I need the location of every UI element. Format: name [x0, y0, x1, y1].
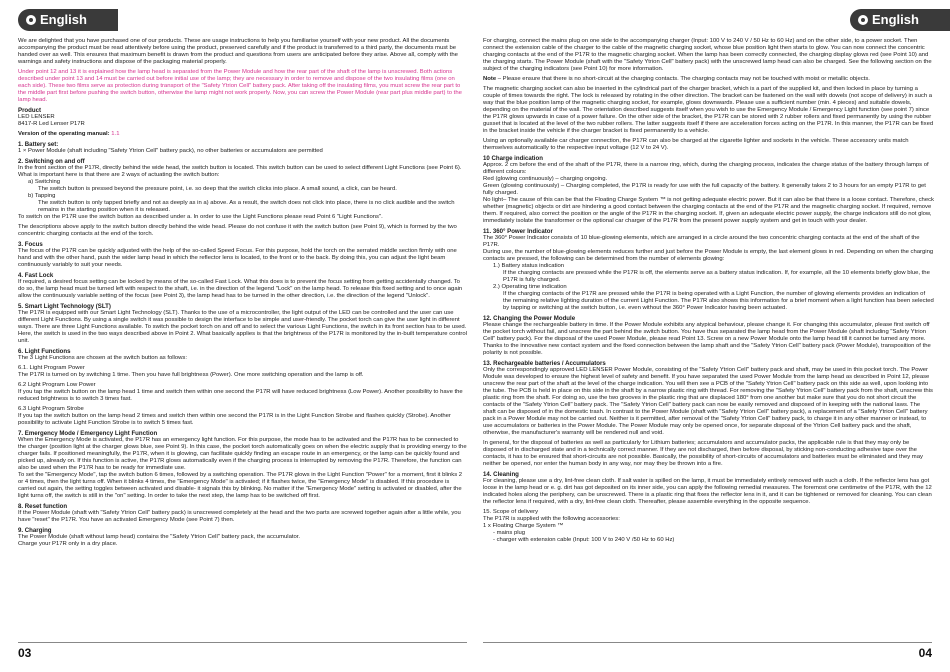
section-text: The P17R is equipped with our Smart Light Technology (SLT). Thanks to the use of a microcontroller, the light output of the LED can be controlled and the user can use different Light Functions. By using a single switch it was possible to design the interface to be simple and user-friendly. The pocket torch can give the user light in different ways. There are three Light Functions available. To switch the pocket torch on and off and to select the various Light Functions, the switch in its front section has to be used. Here, the switch is used in the two ways described above in Point 2. What basically applies is that the brightness of the P17R is monitored by the in-built temperature control unit. — [18, 310, 467, 344]
section-text: Red (glowing continuously) – charging ongoing. — [483, 176, 608, 182]
section-text: Charge your P17R only in a dry place. — [18, 541, 118, 547]
section-text: In general, for the disposal of batteries as well as particularly for Lithium batteries; accumulators and accumulator packs, the applicable rule is that they may only be disposed of in discharged state and in a technically correct manner. If they are not discharged, then before disposal, by sticking non-conducting adhesive tape over the contacts, it has to be ensured that short-circuits are not possible. Basically, the possibility of short-circuits of accumulators and batteries must be eliminated and they may neither be opened, nor enter the human body in any way, nor may they be thrown into a fire. — [483, 440, 923, 467]
section-text: The descriptions above apply to the switch button directly behind the wide head. Please do not confuse it with the switch button (see Point 9), which is formed by the two concentric charging contacts at the end of the torch. — [18, 224, 457, 237]
footer-divider — [483, 642, 932, 643]
section-text: The Power Module (shaft without lamp head) contains the "Safety Ytrion Cell" battery pack, the accumulator. — [18, 534, 301, 540]
product-model: 8417-R Led Lenser P17R — [18, 121, 85, 127]
section-text: To switch on the P17R use the switch button as described under a. In order to use the Light Functions please read Point 6 "Light Functions". — [18, 214, 383, 220]
product-heading: Product — [18, 107, 42, 114]
section-text: Only the correspondingly approved LED LENSER Power Module, consisting of the "Safety Ytrion Cell" battery pack and shaft, may be used in this pocket torch. The Power Module was developed to ensure the highest level of safety and benefit. If you have separated the used Power Module from the lamp head as described in Point 12, please unscrew the rear part of the shaft at the level of the charge indication. You will then see a PCB of the "Safety Ytrion Cell" battery pack on this side as well, upon looking into the tube. The PCB is held in place on this side in the shaft by a narrow plastic ring with thread. For removing the "Safety Ytrion Cell" battery pack from the shaft, unscrew this plastic ring from the shaft. For doing so, use the two grooves in the plastic ring that are displaced 180° from one another but make sure that you do not short circuit the contacts of the "Safety Ytrion Cell" battery pack. The "Safety Ytrion Cell" battery pack can now be easily removed and disposed of in keeping with the national laws. The shaft can be disposed of in the domestic trash. In contrast to the Power Module (shaft with "Safety Ytrion Cell" battery pack), a replacement of a "Safety Ytrion Cell" battery pack in a Power Module may not be carried out. Neither is it permitted, after removal of the "Safety Ytrion Cell" battery pack, to charge it in any other manner or instead, to use accumulators or batteries in the Power Module. The Power Module may only be opened once, for separate disposal of the Ytrion Cell battery pack and the shaft, otherwise, the manufacturer's warranty will be rendered null and void. — [483, 367, 933, 436]
product-brand: LED LENSER — [18, 114, 55, 120]
section-text: Green (glowing continuously) – Charging completed, the P17R is ready for use with the full capacity of the battery. It generally takes 2 to 3 hours for an empty P17R to get fully charged. — [483, 183, 926, 196]
language-bullet-icon — [26, 15, 36, 25]
section-text: If required, a desired focus setting can be locked by means of the so-called Fast Lock. What this does is to prevent the focus setting from getting accidentally changed. To do so, the lamp head must be turned left with respect to the shaft, i.e. in the direction of the legend "Lock" on the lamp head. To release this fixed setting and to once again allow the continuously variable setting of the focus (see Point 3), the lamp head has to be turned in the other direction, i.e. the direction of the legend "Unlock". — [18, 279, 463, 299]
subsection-heading: 6.1. Light Program Power — [18, 365, 85, 371]
subsection-heading: 6.2 Light Program Low Power — [18, 382, 96, 388]
section-text: The magnetic charging socket can also be inserted in the cylindrical part of the charger bracket, which is a part of the supplied kit, and then locked in place by turning a couple of times towards the right. The lock is released by rotating in the other direction. The bracket can be fastened on the wall with dowels (not scope of delivery) in such a way that the blue position lamp of the magnetic charging socket, for example, glows downwards. Please use a sufficient number (min. 4 pieces) and suitable dowels, depending on the material of the wall. The orientation described suggests itself when you wish to use the Emergency Module / Emergency Light function (see point 7) since the P17R glows upwards in case of a power failure. On the other side of the bracket, the P17R can be stored with 2 rubber rollers and fixed permanently by using the rubber gusset that is located at the level of the two rubber rollers. The latter suggests itself if there are acceleration forces acting on the P17R. In this manner, the P17R can be fixed in the bracket inside the vehicle if the charger bracket is fixed permanently to a vehicle. — [483, 86, 934, 134]
warning-text: Under point 12 and 13 it is explained how the lamp head is separated from the Power Module and how the rear part of the shaft of the lamp is unscrewed. Both actions described under point 13 and 14 must be carried out before initial use of the lamp; they are necessary in order to remove and dispose of the two insulating films (one on each side). These two films serve as protection during transport of the "Safety Ytrion Cell" battery pack. After taking off the insulating films, you must screw the rear part to the middle part first before pushing the switch button, otherwise the lamp might not work properly. Now, you can screw the Power Module (rear part plus middle part) to the lamp head. — [18, 69, 462, 103]
section-heading: 12. Changing the Power Module — [483, 315, 576, 322]
list-item-text: If the charging contacts of the P17R are pressed while the P17R is being operated with a Light Function, the number of glowing elements provides an indication of the remaining relative lighting duration of the current Light Function. The P17R also shows this information for a brief moment when a light function has been selected by tapping or switching at the switch button, i.e. even without the 360° Power Indicator having been actuated. — [503, 291, 934, 311]
list-item: - mains plug — [493, 530, 526, 536]
section-text: What is important here is that there are 2 ways of actuating the switch button: — [18, 172, 220, 178]
section-heading: 6. Light Functions — [18, 348, 71, 355]
section-heading: 13. Rechargeable batteries / Accumulators — [483, 360, 606, 367]
section-heading: 14. Cleaning — [483, 471, 519, 478]
section-text: The 3 Light Functions are chosen at the switch button as follows: — [18, 355, 187, 361]
list-item-text: If the charging contacts are pressed while the P17R is off, the elements serve as a battery status indication. If, for example, all the 10 elements briefly glow blue, the P17R is fully charged. — [503, 270, 930, 283]
list-item: a) Switching — [28, 179, 61, 185]
footer-divider — [18, 642, 467, 643]
section-text: When the Emergency Mode is activated, the P17R has an emergency light function. For this purpose, the mode has to be activated and the P17R has to be connected to the charger (position light at the charger glows blue, see Point 9). In this case, the pocket torch automatically goes on when the electric supply that is providing energy to the charger fails. If positioned meaningfully, the P17R, when it is glowing, can facilitate quickly finding an escape route in an emergency, or the lamp can be quickly found and picked up, already on. If this function is active, the P17R glows automatically even if the charging process is interrupted by removing the P17R. Therefore, the function can also be used when the P17R has to be ready for immediate use. — [18, 437, 467, 471]
section-text: Using an optionally available car charger connection, the P17R can also be charged at the cigarette lighter and sockets in the vehicle. These accessory units match themselves automatically to the respective input voltage (12 V to 24 V). — [483, 138, 909, 151]
section-text: The 360° Power Indicator consists of 10 blue-glowing elements, which are arranged in a circle around the two concentric charging contacts at the end of the shaft of the P17R. — [483, 235, 920, 248]
section-text: In the front section of the P17R, directly behind the wide head, the switch button is located. This switch button can be used to select different Light Functions (see Point 6). — [18, 165, 462, 171]
section-text: If the Power Module (shaft with "Safety Ytrion Cell" battery pack) is unscrewed completely at the head and the two parts are screwed together again after a little while, you have "reset" the P17R. You have an activated Emergency Mode (see Point 7) then. — [18, 510, 461, 523]
section-text: Please change the rechargeable battery in time. If the Power Module exhibits any atypical behaviour, please change it. For changing this accumulator, please first switch off the pocket torch without fail, and unscrew the part behind the switch button. You have thus separated the lamp head from the Power Module (shaft including "Safety Ytrion Cell" battery pack). For the disposal of the used Power Module, please read Point 13. Screw on a new Power Module onto the lamp head till it cannot be turned any more. Thanks to the innovative new contact system and the fixed connection between the lamp shaft and the "Safety Ytrion Cell" battery pack (Power Module), transposition of the polarity is not possible. — [483, 322, 931, 356]
right-page-body — [483, 38, 934, 544]
list-item: 2.) Operating time indication — [493, 284, 567, 290]
section-heading: 1. Battery set: — [18, 141, 59, 148]
note-text: Note – Please ensure that there is no short-circuit at the charging contacts. The charging contacts may not be touched with moist or metallic objects. — [483, 76, 870, 82]
section-heading: 5. Smart Light Technology (SLT) — [18, 303, 111, 310]
list-item: 1.) Battery status indication — [493, 263, 565, 269]
intro-text: We are delighted that you have purchased one of our products. These are usage instructions to help you familiarise yourself with your new product. All the documents accompanying the product must be read attentively before using the product, preserved carefully and if the product is transferred to a third party, the documents must be handed over as well. This ensures that maximum benefit is drawn from the product and questions from users are anticipated before they arise. Above all, comply with the warnings and safety instructions and dispose of the packaging material properly. — [18, 38, 458, 65]
section-heading: 10 Charge indication — [483, 155, 543, 162]
section-text: No light– The cause of this can be that the Floating Charge System ™ is not getting adequate electric power. But it can also be that there is a loose contact. Therefore, check whether (magnetic) objects or dirt are hindering a good contact between the charging contacts at the end of the P17R and the magnetic charging socket. If required, remove them. If required, also correct the position or the angle of the P17R in the charging socket. If, given an adequate electric power supply, the charge indicators still do not glow, immediately isolate the transformer or the optional car charger of the P17R from the present power supply system and get in touch with your dealer. — [483, 197, 935, 224]
section-text: The focus of the P17R can be quickly adjusted with the help of the so-called Speed Focus. For this purpose, hold the torch on the serrated middle section firmly with one hand and with the other hand, push the wider lamp head in which the reflector lens is located, to the front or to the back. By doing this, you can adjust the light beam continuously variably to suit your needs. — [18, 248, 457, 268]
section-heading: 9. Charging — [18, 527, 52, 534]
section-heading: 4. Fast Lock — [18, 272, 54, 279]
section-text: If you tap the switch button on the lamp head 1 time and switch then within one second the P17R will have reduced brightness (Low Power). Another possibility to have the reduced brightness is to switch 3 times fast. — [18, 389, 463, 402]
list-item-text: The switch button is only tapped briefly and not as deeply as in a) above. As a result, the switch does not click into place, there is no click audible and the switch remains in the starting position when it is released. — [38, 200, 455, 213]
list-item: 1 x Floating Charge System ™ — [483, 523, 564, 529]
left-page-body — [18, 38, 467, 548]
section-heading: 15. Scope of delivery — [483, 509, 539, 515]
section-heading: 8. Reset function — [18, 503, 68, 510]
section-text: 1 × Power Module (shaft including "Safety Ytrion Cell" battery pack), no other batteries or accumulators are permitted — [18, 148, 323, 154]
section-text: For charging, connect the mains plug on one side to the accompanying charger (Input: 100 V to 240 V / 50 Hz to 60 Hz) and on the other side, to a power socket. Then connect the extension cable of the charger to the cable of the magnetic charging socket, whose blue position light then starts to glow. You can now connect the concentric charging contacts at the end of the P17R to the magnetic charging socket. When the lamp has been correctly connected, the charging display glows red (see Point 10) and the charging starts. The Power Module (shaft with the "Safety Ytrion Cell" battery pack) with the unscrewed lamp head can also be charged. See the following section on the subject of the charging indicators (see Point 10) for more information. — [483, 38, 932, 72]
list-item-text: The switch button is pressed beyond the pressure point, i.e. so deep that the switch clicks into place. A small sound, a click, can be heard. — [38, 186, 397, 192]
language-bullet-icon — [858, 15, 868, 25]
page-number: 03 — [18, 646, 32, 660]
section-heading: 2. Switching on and off — [18, 158, 85, 165]
section-text: For cleaning, please use a dry, lint-free clean cloth. If salt water is spilled on the lamp, it must be immediately entirely removed with such a cloth. If the reflector lens has got loose in the lamp head or e. g. dirt has got deposited on its inner side, you can apply the following remedial measures. The foremost one centimetre of the P17R, with the 12 indicated holes along the periphery, can be unscrewed. There is a plastic ring that fixes the reflector lens in it, and it can be tightened or removed for cleaning. You can clean the reflector lens if required, with a dry, lint-free clean cloth. Thereafter, please assemble everything in the opposite sequence. — [483, 478, 932, 505]
section-text: Approx. 2 cm before the end of the shaft of the P17R, there is a narrow ring, which, during the charging process, indicates the charge status of the battery through lamps of different colours: — [483, 162, 929, 175]
list-item: b) Tapping — [28, 193, 56, 199]
section-heading: 11. 360° Power Indicator — [483, 228, 553, 235]
section-heading: 3. Focus — [18, 241, 43, 248]
right-page — [475, 0, 950, 672]
section-text: If you tap the switch button on the lamp head 2 times and switch then within one second the P17R is in the Light Function Strobe and flashes quickly (Strobe). Another possibility to activate Light Function Strobe is to switch 5 times fast. — [18, 413, 451, 426]
language-header: English — [850, 9, 950, 31]
section-text: The P17R is supplied with the following accessories: — [483, 516, 620, 522]
section-text: To set the "Emergency Mode", tap the switch button 6 times, followed by a switching operation. The P17R glows in the Light Function "Power" for a moment, first it blinks 2 or 4 times, then the light turns off. When it blinks 4 times, the "Emergency Mode" is activated; if it flashes twice, the "Emergency Mode" is disabled. If this procedure is carried out again, the setting toggles between activated and disable- it signals this by blinking. No matter if the "Emergency Mode" setting is activated or disabled, after the light turns off, the switch is still in the "on" setting. In order to take the next step, the lamp has to be switched off first. — [18, 472, 463, 499]
section-text: During use, the number of blue-glowing elements reduces further and just before the Power Module is empty, the last element glows in red. Depending on when the charging contacts are pressed, the following can be determined from the number of elements glowing: — [483, 249, 934, 262]
subsection-heading: 6.3 Light Program Strobe — [18, 406, 84, 412]
section-text: The P17R is turned on by switching 1 time. Then you have full brightness (Power). One more switching operation and the lamp is off. — [18, 372, 364, 378]
section-heading: 7. Emergency Mode / Emergency Light Function — [18, 430, 158, 437]
page-number: 04 — [918, 646, 932, 660]
language-header: English — [18, 9, 118, 31]
manual-version: Version of the operating manual: 1.1 — [18, 131, 120, 137]
list-item: - charger with extension cable (Input: 100 V to 240 V /50 Hz to 60 Hz) — [493, 537, 675, 543]
